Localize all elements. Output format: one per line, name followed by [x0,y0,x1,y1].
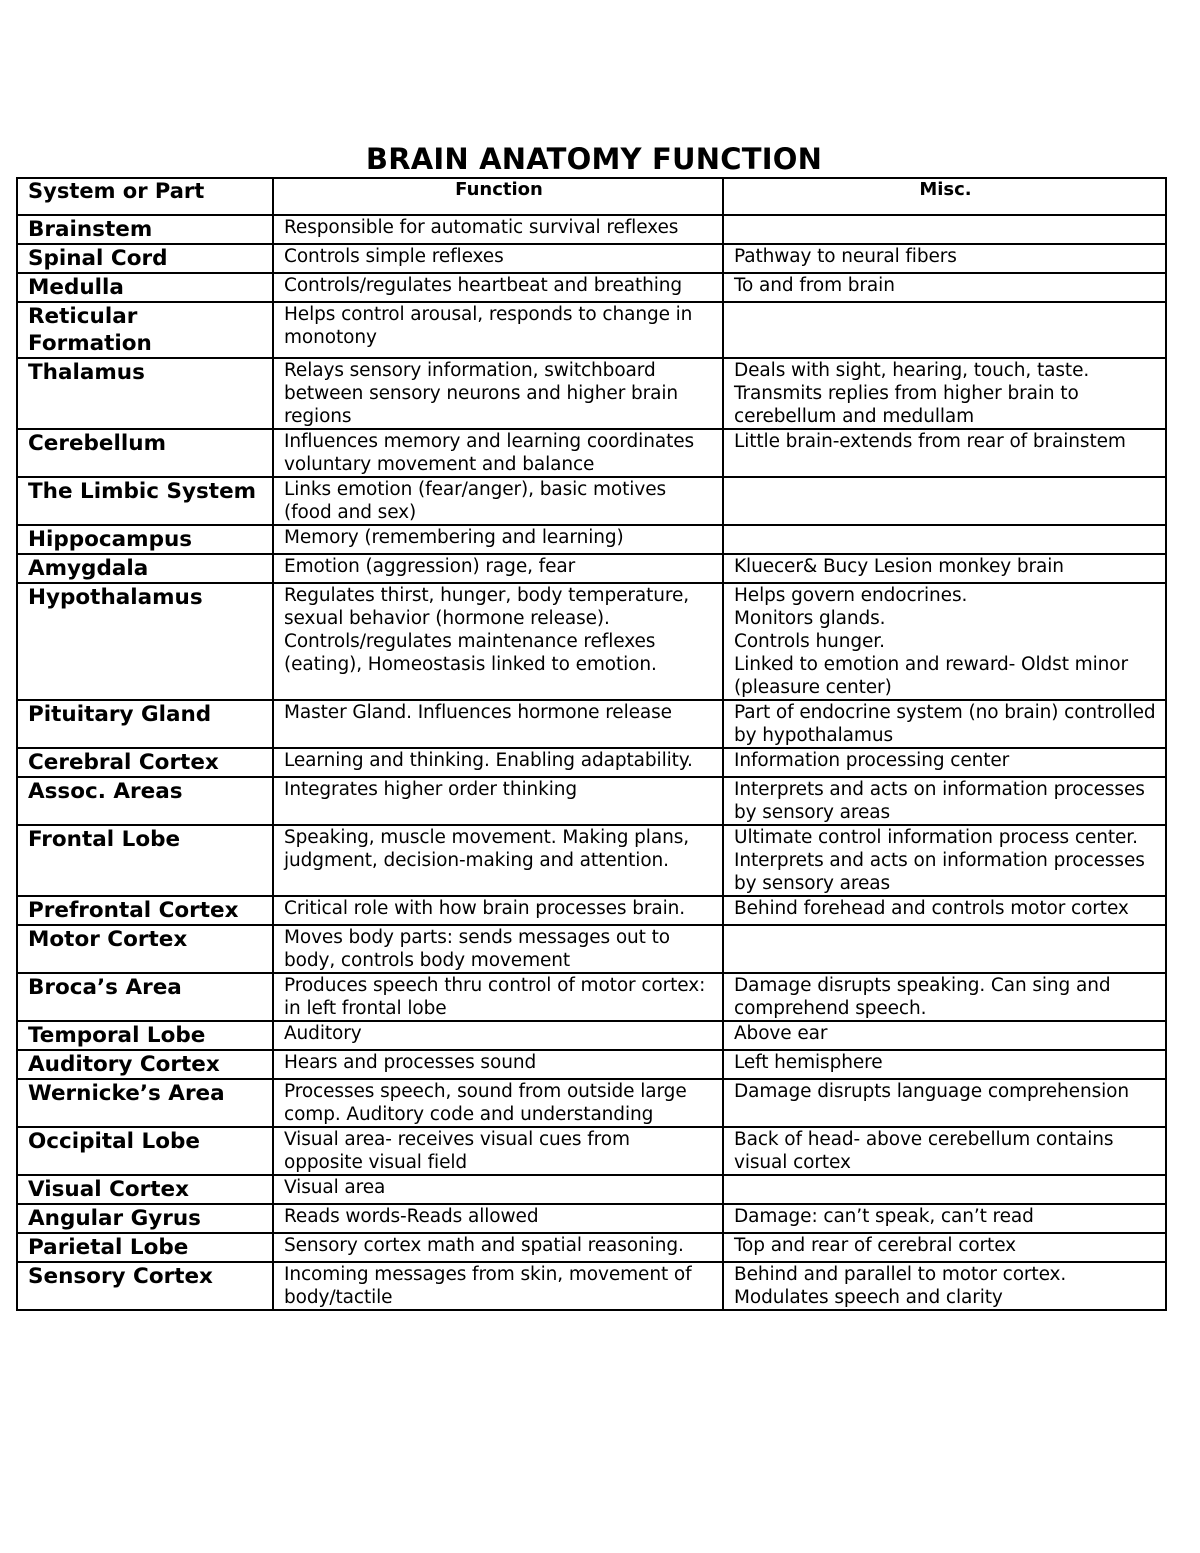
function-cell: Links emotion (fear/anger), basic motives (food and sex) [273,477,723,525]
table-body [17,215,1166,1310]
system-or-part-cell: Cerebellum [17,429,273,477]
table-row [17,429,1166,477]
table-row [17,302,1166,358]
table-row [17,825,1166,896]
misc-cell: Pathway to neural fibers [723,244,1166,273]
header-system-or-part: System or Part [17,178,273,215]
table-row [17,700,1166,748]
system-or-part-cell: Assoc. Areas [17,777,273,825]
function-cell: Emotion (aggression) rage, fear [273,554,723,583]
system-or-part-cell: Frontal Lobe [17,825,273,896]
system-or-part-cell: Pituitary Gland [17,700,273,748]
misc-cell [723,1175,1166,1204]
table-row [17,358,1166,429]
misc-cell: Behind forehead and controls motor cortex [723,896,1166,925]
table-row [17,554,1166,583]
page-title: BRAIN ANATOMY FUNCTION [365,142,823,176]
system-or-part-cell: Broca’s Area [17,973,273,1021]
function-cell: Incoming messages from skin, movement of body/tactile [273,1262,723,1310]
table-row [17,273,1166,302]
system-or-part-cell: Brainstem [17,215,273,244]
table-row [17,1021,1166,1050]
misc-cell: Left hemisphere [723,1050,1166,1079]
system-or-part-cell: Parietal Lobe [17,1233,273,1262]
system-or-part-cell: Sensory Cortex [17,1262,273,1310]
function-cell: Regulates thirst, hunger, body temperature, sexual behavior (hormone release). Controls/regulates maintenance reflexes (eating), Homeostasis linked to emotion. [273,583,723,700]
misc-cell: Top and rear of cerebral cortex [723,1233,1166,1262]
misc-cell: Little brain-extends from rear of brainstem [723,429,1166,477]
function-cell: Integrates higher order thinking [273,777,723,825]
misc-cell: Above ear [723,1021,1166,1050]
table-row [17,1204,1166,1233]
misc-cell [723,215,1166,244]
system-or-part-cell: Angular Gyrus [17,1204,273,1233]
function-cell: Controls simple reflexes [273,244,723,273]
table-row [17,1233,1166,1262]
table-row [17,1050,1166,1079]
misc-cell [723,925,1166,973]
function-cell: Master Gland. Influences hormone release [273,700,723,748]
system-or-part-cell: Prefrontal Cortex [17,896,273,925]
misc-cell: To and from brain [723,273,1166,302]
misc-cell: Part of endocrine system (no brain) controlled by hypothalamus [723,700,1166,748]
misc-cell [723,525,1166,554]
system-or-part-cell: Motor Cortex [17,925,273,973]
system-or-part-cell: Occipital Lobe [17,1127,273,1175]
function-cell: Learning and thinking. Enabling adaptability. [273,748,723,777]
function-cell: Controls/regulates heartbeat and breathing [273,273,723,302]
misc-cell: Kluecer& Bucy Lesion monkey brain [723,554,1166,583]
misc-cell [723,477,1166,525]
function-cell: Relays sensory information, switchboard between sensory neurons and higher brain regions [273,358,723,429]
table-row [17,925,1166,973]
misc-cell: Helps govern endocrines. Monitors glands. Controls hunger. Linked to emotion and reward- Oldst minor (pleasure center) [723,583,1166,700]
system-or-part-cell: Wernicke’s Area [17,1079,273,1127]
table-header-row [17,178,1166,215]
function-cell: Moves body parts: sends messages out to body, controls body movement [273,925,723,973]
table-row [17,1079,1166,1127]
table-row [17,1262,1166,1310]
table-row [17,1127,1166,1175]
misc-cell: Information processing center [723,748,1166,777]
function-cell: Helps control arousal, responds to change in monotony [273,302,723,358]
function-cell: Sensory cortex math and spatial reasoning. [273,1233,723,1262]
table-row [17,525,1166,554]
function-cell: Produces speech thru control of motor cortex: in left frontal lobe [273,973,723,1021]
system-or-part-cell: Thalamus [17,358,273,429]
table-row [17,583,1166,700]
misc-cell: Back of head- above cerebellum contains visual cortex [723,1127,1166,1175]
misc-cell: Damage disrupts language comprehension [723,1079,1166,1127]
header-misc: Misc. [723,178,1166,215]
misc-cell: Deals with sight, hearing, touch, taste. Transmits replies from higher brain to cerebellum and medullam [723,358,1166,429]
misc-cell: Interprets and acts on information processes by sensory areas [723,777,1166,825]
function-cell: Speaking, muscle movement. Making plans, judgment, decision-making and attention. [273,825,723,896]
function-cell: Auditory [273,1021,723,1050]
function-cell: Influences memory and learning coordinates voluntary movement and balance [273,429,723,477]
function-cell: Visual area- receives visual cues from opposite visual field [273,1127,723,1175]
misc-cell [723,302,1166,358]
function-cell: Critical role with how brain processes brain. [273,896,723,925]
function-cell: Memory (remembering and learning) [273,525,723,554]
system-or-part-cell: Cerebral Cortex [17,748,273,777]
misc-cell: Damage disrupts speaking. Can sing and comprehend speech. [723,973,1166,1021]
system-or-part-cell: Visual Cortex [17,1175,273,1204]
table-row [17,215,1166,244]
system-or-part-cell: Temporal Lobe [17,1021,273,1050]
system-or-part-cell: Hippocampus [17,525,273,554]
function-cell: Hears and processes sound [273,1050,723,1079]
system-or-part-cell: Spinal Cord [17,244,273,273]
function-cell: Reads words-Reads allowed [273,1204,723,1233]
system-or-part-cell: The Limbic System [17,477,273,525]
function-cell: Processes speech, sound from outside large comp. Auditory code and understanding [273,1079,723,1127]
system-or-part-cell: Auditory Cortex [17,1050,273,1079]
misc-cell: Ultimate control information process center. Interprets and acts on information processes by sensory areas [723,825,1166,896]
table-row [17,1175,1166,1204]
table-row [17,777,1166,825]
system-or-part-cell: Amygdala [17,554,273,583]
brain-anatomy-table [16,177,1167,1311]
function-cell: Responsible for automatic survival reflexes [273,215,723,244]
function-cell: Visual area [273,1175,723,1204]
table-row [17,244,1166,273]
misc-cell: Behind and parallel to motor cortex. Modulates speech and clarity [723,1262,1166,1310]
table-row [17,896,1166,925]
table-row [17,477,1166,525]
system-or-part-cell: Reticular Formation [17,302,273,358]
table-row [17,973,1166,1021]
table-row [17,748,1166,777]
system-or-part-cell: Medulla [17,273,273,302]
system-or-part-cell: Hypothalamus [17,583,273,700]
misc-cell: Damage: can’t speak, can’t read [723,1204,1166,1233]
header-function: Function [273,178,723,215]
